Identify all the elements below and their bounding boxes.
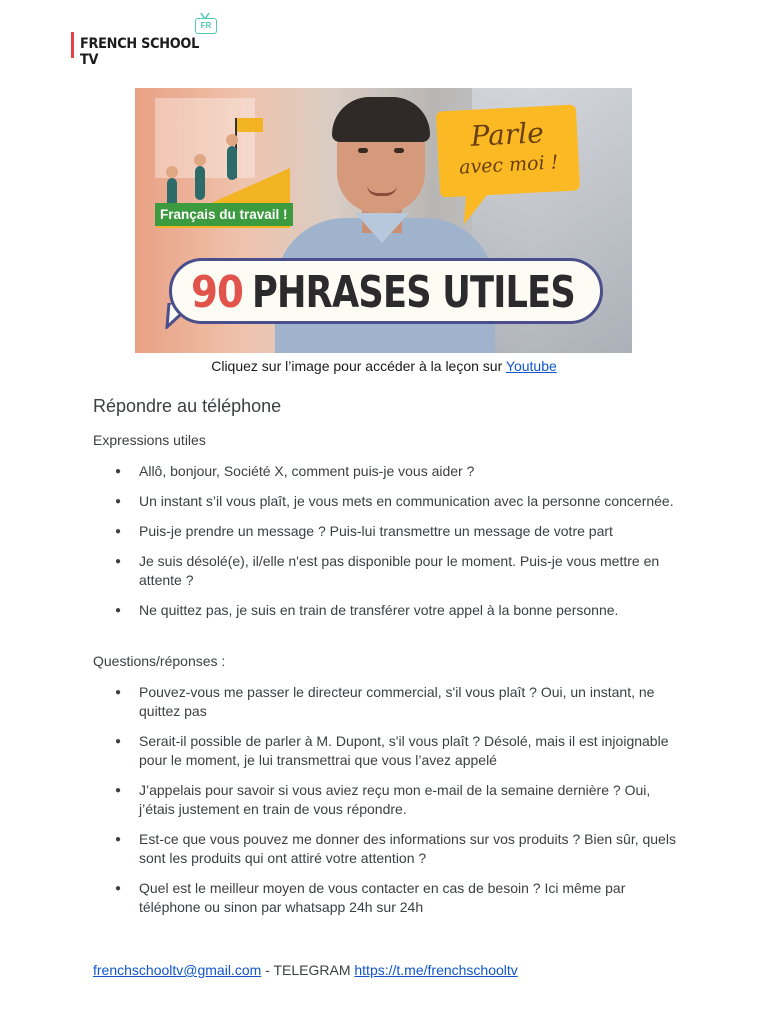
caption-text: Cliquez sur l’image pour accéder à la leçon sur [211, 358, 503, 374]
list-item: ● Je suis désolé(e), il/elle n'est pas disponible pour le moment. Puis-je vous mettre en attente ? [93, 552, 678, 590]
list-item: ● Quel est le meilleur moyen de vous contacter en cas de besoin ? Ici même par téléphone ou sinon par whatsapp 24h sur 24h [93, 879, 678, 917]
qa-label: Questions/réponses : [93, 653, 226, 669]
expressions-label: Expressions utiles [93, 432, 206, 448]
list-item: ● J’appelais pour savoir si vous aviez reçu mon e-mail de la semaine dernière ? Oui, j’étais justement en train de vous répondre. [93, 781, 678, 819]
expressions-list [93, 462, 678, 631]
youtube-link[interactable]: Youtube [505, 358, 557, 374]
title-banner [169, 258, 603, 324]
tv-icon [195, 18, 217, 34]
logo-bar [71, 32, 74, 58]
list-item: ● Serait-il possible de parler à M. Dupont, s'il vous plaît ? Désolé, mais il est injoignable pour le moment, je lui transmettrai que vous l’avez appelé [93, 732, 678, 770]
topic-badge: Français du travail ! [155, 203, 293, 226]
footer [93, 962, 518, 978]
banner-number: 90 [191, 267, 244, 318]
banner-title: PHRASES UTILES [252, 267, 575, 318]
list-item: ● Puis-je prendre un message ? Puis-lui transmettre un message de votre part [93, 522, 678, 541]
tv-badge: FR [200, 21, 212, 30]
email-link[interactable]: frenchschooltv@gmail.com [93, 962, 262, 978]
bubble-line-1: Parle [469, 116, 545, 153]
logo-text: FRENCH SCHOOL TV [80, 36, 200, 68]
list-item: ● Un instant s’il vous plaît, je vous mets en communication avec la personne concernée. [93, 492, 678, 511]
thumbnail-caption [0, 358, 768, 374]
bubble-line-2: avec moi ! [458, 151, 559, 179]
footer-separator: - TELEGRAM [261, 962, 355, 978]
list-item: ● Ne quittez pas, je suis en train de transférer votre appel à la bonne personne. [93, 601, 678, 620]
list-item: ● Pouvez-vous me passer le directeur commercial, s'il vous plaît ? Oui, un instant, ne quittez pas [93, 683, 678, 721]
speech-bubble [436, 104, 580, 197]
telegram-link[interactable]: https://t.me/frenchschooltv [354, 962, 518, 978]
list-item: ● Est-ce que vous pouvez me donner des informations sur vos produits ? Bien sûr, quels sont les produits qui ont attiré votre attention ? [93, 830, 678, 868]
brand-logo [71, 18, 231, 68]
lesson-thumbnail[interactable] [135, 88, 632, 353]
qa-list [93, 683, 678, 928]
list-item: ● Allô, bonjour, Société X, comment puis-je vous aider ? [93, 462, 678, 481]
section-title: Répondre au téléphone [93, 396, 282, 416]
